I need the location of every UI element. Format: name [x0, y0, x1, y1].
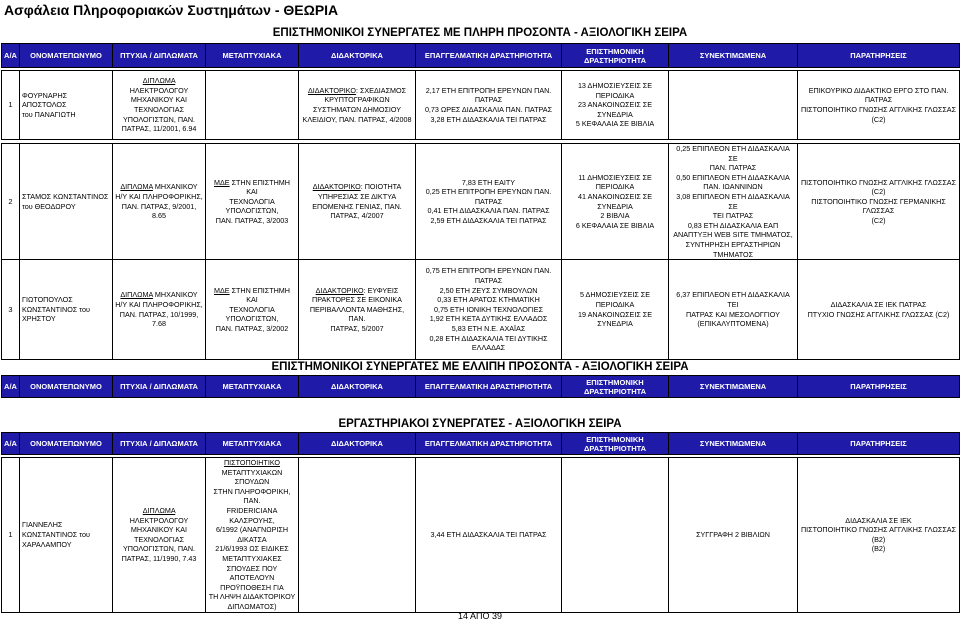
degree-head: ΔΙΠΛΩΜΑ [120, 182, 153, 192]
prof-line: 2,59 ΕΤΗ ΔΙΔΑΣΚΑΛΙΑ ΤΕΙ ΠΑΤΡΑΣ [430, 215, 547, 225]
extra-line: ΣΥΝΤΗΡΗΣΗ ΕΡΓΑΣΤΗΡΙΩΝ [685, 239, 781, 249]
notes-line: (C2) [871, 215, 886, 225]
masters-head: ΜΔΕ [214, 177, 230, 187]
section-1-title: ΕΠΙΣΤΗΜΟΝΙΚΟΙ ΣΥΝΕΡΓΑΤΕΣ ΜΕ ΠΛΗΡΗ ΠΡΟΣΟΝΤΑ - ΑΞΙΟΛΟΓΙΚΗ ΣΕΙΡΑ [272, 27, 688, 39]
prof-line: 5,83 ΕΤΗ Ν.Ε. ΑΧΑΪΑΣ [451, 324, 526, 334]
name-line: ΚΩΝΣΤΑΝΤΙΝΟΣ του [22, 304, 90, 314]
header-notes: ΠΑΡΑΤΗΡΗΣΕΙΣ [798, 433, 960, 455]
extra-line: (ΕΠΙΚΑΛΥΠΤΟΜΕΝΑ) [697, 319, 769, 329]
prof-line: ΠΑΤΡΑΣ [474, 95, 503, 105]
masters-line: 21/6/1993 ΩΣ ΕΙΔΙΚΕΣ [215, 544, 289, 554]
sci-line: ΠΕΡΙΟΔΙΚΑ [595, 300, 635, 310]
section-3-title: ΕΡΓΑΣΤΗΡΙΑΚΟΙ ΣΥΝΕΡΓΑΤΕΣ - ΑΞΙΟΛΟΓΙΚΗ ΣΕΙΡΑ [338, 418, 622, 430]
degree-cell [113, 144, 206, 260]
prof-line: 3,28 ΕΤΗ ΔΙΔΑΣΚΑΛΙΑ ΤΕΙ ΠΑΤΡΑΣ [430, 114, 547, 124]
header-professional: ΕΠΑΓΓΕΛΜΑΤΙΚΗ ΔΡΑΣΤΗΡΙΟΤΗΤΑ [416, 376, 562, 398]
degree-line: Η/Υ ΚΑΙ ΠΛΗΡΟΦΟΡΙΚΗΣ, [115, 191, 203, 201]
phd-line: ΠΕΡΙΒΑΛΛΟΝΤΑ ΜΑΘΗΣΗΣ, ΠΑΝ. [309, 304, 405, 324]
candidate-name [20, 260, 113, 360]
header-extra: ΣΥΝΕΚΤΙΜΩΜΕΝΑ [669, 376, 798, 398]
sci-line: 41 ΑΝΑΚΟΙΝΩΣΕΙΣ ΣΕ [577, 191, 652, 201]
prof-line: 0,75 ΕΤΗ ΕΠΙΤΡΟΠΗ ΕΡΕΥΝΩΝ ΠΑΝ. [425, 266, 552, 276]
scientific-cell [562, 458, 669, 613]
name-line: ΧΑΡΑΛΑΜΠΟΥ [22, 539, 72, 549]
degree-line: ΠΑΝ. ΠΑΤΡΑΣ, 10/1999, [119, 309, 199, 319]
name-line: ΧΡΗΣΤΟΥ [22, 314, 56, 324]
notes-line: ΔΙΔΑΣΚΑΛΙΑ ΣΕ ΙΕΚ ΠΑΤΡΑΣ [830, 300, 927, 310]
row-number: 3 [2, 260, 20, 360]
degree-cell [113, 260, 206, 360]
extra-line: ΠΑΝ. ΠΑΤΡΑΣ [709, 163, 757, 173]
extra-cell [669, 144, 798, 260]
header-scientific: ΕΠΙΣΤΗΜΟΝΙΚΗ ΔΡΑΣΤΗΡΙΟΤΗΤΑ [562, 44, 669, 68]
notes-cell [798, 458, 960, 613]
degree-cell [113, 71, 206, 140]
phd-line: ΕΠΟΜΕΝΗΣ ΓΕΝΙΑΣ, ΠΑΝ. [312, 201, 402, 211]
extra-line: ΠΑΝ. ΙΩΑΝΝΙΝΩΝ [703, 182, 763, 192]
degree-line: ΥΠΟΛΟΓΙΣΤΩΝ, ΠΑΝ. [122, 114, 196, 124]
masters-line: ΤΗ ΛΗΨΗ ΔΙΔΑΚΤΟΡΙΚΟΥ [208, 592, 296, 602]
degree-line: ΔΙΠΛΩΜΑ ΗΛΕΚΤΡΟΛΟΓΟΥ [129, 76, 189, 95]
masters-line: FRIDERICIANA ΚΑΛΣΡΟΥΗΣ, [226, 505, 278, 525]
phd-cell [299, 71, 416, 140]
masters-head: ΠΙΣΤΟΠΟΙΗΤΙΚΟ [223, 458, 280, 467]
header-degrees: ΠΤΥΧΙΑ / ΔΙΠΛΩΜΑΤΑ [113, 376, 206, 398]
header-scientific: ΕΠΙΣΤΗΜΟΝΙΚΗ ΔΡΑΣΤΗΡΙΟΤΗΤΑ [562, 376, 669, 398]
degree-line: ΜΗΧΑΝΙΚΟΥ ΚΑΙ [130, 525, 188, 535]
header-phd: ΔΙΔΑΚΤΟΡΙΚΑ [299, 433, 416, 455]
extra-line: ΣΥΓΓΡΑΦΗ 2 ΒΙΒΛΙΩΝ [696, 529, 770, 539]
header-professional: ΕΠΑΓΓΕΛΜΑΤΙΚΗ ΔΡΑΣΤΗΡΙΟΤΗΤΑ [416, 433, 562, 455]
section-3-table [1, 432, 960, 613]
sci-line: ΣΥΝΕΔΡΙΑ [597, 201, 633, 211]
extra-line: 3,08 ΕΠΙΠΛΕΟΝ ΕΤΗ ΔΙΔΑΣΚΑΛΙΑ ΣΕ [676, 191, 790, 211]
sci-line: 5 ΚΕΦΑΛΑΙΑ ΣΕ ΒΙΒΛΙΑ [575, 119, 655, 129]
extra-line: 0,83 ΕΤΗ ΔΙΔΑΣΚΑΛΙΑ ΕΑΠ [687, 220, 779, 230]
phd-cell [299, 458, 416, 613]
name-line: ΦΟΥΡΝΑΡΗΣ ΑΠΟΣΤΟΛΟΣ [22, 90, 68, 110]
table-header-row [2, 44, 960, 68]
notes-cell [798, 71, 960, 140]
prof-line: 2,17 ΕΤΗ ΕΠΙΤΡΟΠΗ ΕΡΕΥΝΩΝ ΠΑΝ. [425, 85, 552, 95]
sci-line: 11 ΔΗΜΟΣΙΕΥΣΕΙΣ ΣΕ [578, 172, 652, 182]
extra-line: 6,37 ΕΠΙΠΛΕΟΝ ΕΤΗ ΔΙΔΑΣΚΑΛΙΑ ΤΕΙ [676, 290, 790, 310]
table-row [2, 71, 960, 140]
prof-line: 7,83 ΕΤΗ ΕΑΙΤΥ [461, 177, 516, 187]
extra-line: ΑΝΑΠΤΥΞΗ WEB SITE ΤΜΗΜΑΤΟΣ, [673, 230, 793, 240]
professional-cell [416, 260, 562, 360]
prof-line: 0,25 ΕΤΗ ΕΠΙΤΡΟΠΗ ΕΡΕΥΝΩΝ ΠΑΝ. [425, 187, 552, 197]
notes-cell [798, 260, 960, 360]
masters-cell [206, 260, 299, 360]
extra-line: ΤΜΗΜΑΤΟΣ [712, 249, 754, 259]
header-extra: ΣΥΝΕΚΤΙΜΩΜΕΝΑ [669, 44, 798, 68]
table-header-row [2, 433, 960, 455]
header-masters: ΜΕΤΑΠΤΥΧΙΑΚΑ [206, 376, 299, 398]
phd-cell [299, 144, 416, 260]
masters-cell [206, 71, 299, 140]
prof-line: 0,33 ΕΤΗ ΑΡΑΤΟΣ ΚΤΗΜΑΤΙΚΗ [437, 295, 540, 305]
prof-line: ΠΑΤΡΑΣ [474, 196, 503, 206]
header-notes: ΠΑΡΑΤΗΡΗΣΕΙΣ [798, 44, 960, 68]
notes-line: ΠΙΣΤΟΠΟΙΗΤΙΚΟ ΓΝΩΣΗΣ ΑΓΓΛΙΚΗΣ ΓΛΩΣΣΑΣ (B2) [800, 525, 957, 544]
degree-line: ΔΙΠΛΩΜΑ ΜΗΧΑΝΙΚΟΥ [120, 182, 198, 192]
section-2-table [1, 375, 960, 398]
name-line: ΣΤΑΜΟΣ ΚΩΝΣΤΑΝΤΙΝΟΣ [22, 191, 109, 201]
header-notes: ΠΑΡΑΤΗΡΗΣΕΙΣ [798, 376, 960, 398]
table-header-row [2, 376, 960, 398]
header-aa: Α/Α [2, 44, 20, 68]
degree-line: ΠΑΤΡΑΣ, 11/1990, 7.43 [121, 553, 197, 563]
extra-line: ΠΑΤΡΑΣ ΚΑΙ ΜΕΣΟΛΟΓΓΙΟΥ [686, 309, 780, 319]
masters-cell [206, 144, 299, 260]
scientific-cell [562, 144, 669, 260]
phd-line: ΣΥΣΤΗΜΑΤΩΝ ΔΗΜΟΣΙΟΥ [312, 105, 402, 114]
prof-line: 2,50 ΕΤΗ ΖΕΥΣ ΣΥΜΒΟΥΛΩΝ [439, 285, 538, 295]
notes-line: (B2) [871, 544, 886, 554]
masters-line: ΜΕΤΑΠΤΥΧΙΑΚΩΝ ΣΠΟΥΔΩΝ [221, 467, 283, 487]
header-name: ΟΝΟΜΑΤΕΠΩΝΥΜΟ [20, 44, 113, 68]
extra-cell [669, 458, 798, 613]
notes-line: ΠΙΣΤΟΠΟΙΗΤΙΚΟ ΓΝΩΣΗΣ ΑΓΓΛΙΚΗΣ ΓΛΩΣΣΑΣ (C2) [800, 177, 957, 197]
notes-line: ΠΤΥΧΙΟ ΓΝΩΣΗΣ ΑΓΓΛΙΚΗΣ ΓΛΩΣΣΑΣ (C2) [807, 309, 950, 319]
sci-line: ΠΕΡΙΟΔΙΚΑ [595, 182, 635, 192]
prof-line: 1,92 ΕΤΗ ΚΕΤΑ ΔΥΤΙΚΗΣ ΕΛΛΑΔΟΣ [429, 314, 548, 324]
prof-line: 0,28 ΕΤΗ ΔΙΔΑΣΚΑΛΙΑ ΤΕΙ ΔΥΤΙΚΗΣ [429, 333, 548, 343]
masters-line: ΔΙΠΛΩΜΑΤΟΣ) [227, 601, 277, 611]
sci-line: 2 ΒΙΒΛΙΑ [600, 211, 630, 221]
section-2-title: ΕΠΙΣΤΗΜΟΝΙΚΟΙ ΣΥΝΕΡΓΑΤΕΣ ΜΕ ΕΛΛΙΠΗ ΠΡΟΣΟΝΤΑ - ΑΞΙΟΛΟΓΙΚΗ ΣΕΙΡΑ [271, 361, 689, 373]
degree-line: ΔΙΠΛΩΜΑ ΗΛΕΚΤΡΟΛΟΓΟΥ [129, 505, 189, 525]
header-scientific: ΕΠΙΣΤΗΜΟΝΙΚΗ ΔΡΑΣΤΗΡΙΟΤΗΤΑ [562, 433, 669, 455]
candidate-name [20, 458, 113, 613]
phd-line: ΠΡΑΚΤΟΡΕΣ ΣΕ ΕΙΚΟΝΙΚΑ [312, 295, 402, 305]
header-degrees: ΠΤΥΧΙΑ / ΔΙΠΛΩΜΑΤΑ [113, 433, 206, 455]
header-phd: ΔΙΔΑΚΤΟΡΙΚΑ [299, 44, 416, 68]
page-number: 14 ΑΠΟ 39 [457, 611, 503, 621]
table-row [2, 260, 960, 360]
table-row [2, 458, 960, 613]
masters-line: ΤΕΧΝΟΛΟΓΙΑ ΥΠΟΛΟΓΙΣΤΩΝ, [225, 196, 279, 216]
table-row [2, 144, 960, 260]
phd-head: ΔΙΔΑΚΤΟΡΙΚΟ [307, 85, 356, 95]
notes-line: ΔΙΔΑΣΚΑΛΙΑ ΣΕ ΙΕΚ [845, 515, 912, 525]
masters-cell [206, 458, 299, 613]
extra-line: 0,25 ΕΠΙΠΛΕΟΝ ΕΤΗ ΔΙΔΑΣΚΑΛΙΑ ΣΕ [676, 144, 790, 163]
phd-line: ΠΑΤΡΑΣ, 4/2007 [330, 211, 384, 221]
masters-line: ΤΕΧΝΟΛΟΓΙΑ ΥΠΟΛΟΓΙΣΤΩΝ, [225, 304, 279, 324]
prof-line: 0,41 ΕΤΗ ΔΙΔΑΣΚΑΛΙΑ ΠΑΝ. ΠΑΤΡΑΣ [427, 206, 550, 216]
degree-line: Η/Υ ΚΑΙ ΠΛΗΡΟΦΟΡΙΚΗΣ, [115, 300, 203, 310]
row-number: 1 [2, 458, 20, 613]
degree-head: ΔΙΠΛΩΜΑ [120, 290, 153, 300]
sci-line: 13 ΔΗΜΟΣΙΕΥΣΕΙΣ ΣΕ [577, 81, 653, 91]
prof-line: ΠΑΤΡΑΣ [474, 276, 503, 286]
professional-cell [416, 458, 562, 613]
prof-line: 0,73 ΩΡΕΣ ΔΙΔΑΣΚΑΛΙΑ ΠΑΝ. ΠΑΤΡΑΣ [424, 105, 553, 114]
notes-line: ΠΙΣΤΟΠΟΙΗΤΙΚΟ ΓΝΩΣΗΣ ΓΕΡΜΑΝΙΚΗΣ ΓΛΩΣΣΑΣ [811, 196, 946, 216]
masters-line: ΜΔΕ ΣΤΗΝ ΕΠΙΣΤΗΜΗ ΚΑΙ [214, 285, 290, 305]
sci-line: ΣΥΝΕΔΡΙΑ [597, 319, 633, 329]
sci-line: ΠΕΡΙΟΔΙΚΑ [595, 90, 635, 100]
masters-head: ΜΔΕ [214, 285, 230, 295]
scientific-cell [562, 71, 669, 140]
phd-line: ΥΠΗΡΕΣΙΑΣ ΣΕ ΔΙΚΤΥΑ [317, 191, 397, 201]
professional-cell [416, 144, 562, 260]
sci-line: 5 ΔΗΜΟΣΙΕΥΣΕΙΣ ΣΕ [579, 290, 651, 300]
phd-line: ΚΛΕΙΔΙΟΥ, ΠΑΝ. ΠΑΤΡΑΣ, 4/2008 [302, 114, 412, 124]
masters-line: ΠΑΝ. ΠΑΤΡΑΣ, 3/2003 [215, 215, 289, 225]
header-aa: Α/Α [2, 433, 20, 455]
masters-line: ΜΕΤΑΠΤΥΧΙΑΚΕΣ ΣΠΟΥΔΕΣ ΠΟΥ [222, 553, 282, 573]
masters-line: ΠΑΝ. ΠΑΤΡΑΣ, 3/2002 [215, 324, 289, 334]
degree-line: ΤΕΧΝΟΛΟΓΙΑΣ [133, 105, 185, 114]
degree-head: ΔΙΠΛΩΜΑ [142, 76, 176, 86]
sci-line: 19 ΑΝΑΚΟΙΝΩΣΕΙΣ ΣΕ [577, 309, 652, 319]
header-aa: Α/Α [2, 376, 20, 398]
professional-cell [416, 71, 562, 140]
sci-line: 23 ΑΝΑΚΟΙΝΩΣΕΙΣ ΣΕ [577, 100, 652, 110]
extra-line: ΤΕΙ ΠΑΤΡΑΣ [712, 211, 754, 221]
section-1-table [1, 43, 960, 360]
candidate-name [20, 71, 113, 140]
row-number: 1 [2, 71, 20, 140]
notes-cell [798, 144, 960, 260]
degree-head: ΔΙΠΛΩΜΑ [142, 505, 176, 515]
header-degrees: ΠΤΥΧΙΑ / ΔΙΠΛΩΜΑΤΑ [113, 44, 206, 68]
name-line: του ΘΕΟΔΩΡΟΥ [22, 201, 76, 211]
degree-line: ΠΑΝ. ΠΑΤΡΑΣ, 9/2001, [121, 201, 197, 211]
notes-line: ΠΙΣΤΟΠΟΙΗΤΙΚΟ ΓΝΩΣΗΣ ΑΓΓΛΙΚΗΣ ΓΛΩΣΣΑΣ (C2) [800, 105, 957, 124]
phd-line: ΔΙΔΑΚΤΟΡΙΚΟ: ΠΟΙΟΤΗΤΑ [312, 182, 402, 192]
degree-line: ΥΠΟΛΟΓΙΣΤΩΝ, ΠΑΝ. [122, 544, 196, 554]
phd-line: ΔΙΔΑΚΤΟΡΙΚΟ: ΕΥΦΥΕΙΣ [315, 285, 399, 295]
extra-cell [669, 260, 798, 360]
header-extra: ΣΥΝΕΚΤΙΜΩΜΕΝΑ [669, 433, 798, 455]
degree-line: ΜΗΧΑΝΙΚΟΥ ΚΑΙ [130, 95, 188, 105]
phd-head: ΔΙΔΑΚΤΟΡΙΚΟ [312, 182, 361, 192]
row-number: 2 [2, 144, 20, 260]
phd-line: ΔΙΔΑΚΤΟΡΙΚΟ: ΣΧΕΔΙΑΣΜΟΣ [307, 85, 407, 95]
degree-line: ΠΑΤΡΑΣ, 11/2001, 6.94 [121, 124, 197, 134]
masters-line: ΣΤΗΝ ΠΛΗΡΟΦΟΡΙΚΗ, ΠΑΝ. [213, 486, 291, 506]
prof-line: ΕΛΛΑΔΑΣ [471, 343, 506, 353]
header-masters: ΜΕΤΑΠΤΥΧΙΑΚΑ [206, 44, 299, 68]
scientific-cell [562, 260, 669, 360]
name-line: ΚΩΝΣΤΑΝΤΙΝΟΣ του [22, 529, 90, 539]
extra-line: 0,50 ΕΠΙΠΛΕΟΝ ΕΤΗ ΔΙΔΑΣΚΑΛΙΑ [676, 172, 790, 182]
sci-line: ΣΥΝΕΔΡΙΑ [597, 109, 633, 119]
sci-line: 6 ΚΕΦΑΛΑΙΑ ΣΕ ΒΙΒΛΙΑ [575, 220, 655, 230]
phd-cell [299, 260, 416, 360]
degree-cell [113, 458, 206, 613]
header-phd: ΔΙΔΑΚΤΟΡΙΚΑ [299, 376, 416, 398]
masters-line: ΑΠΟΤΕΛΟΥΝ ΠΡΟΫΠΟΘΕΣΗ ΓΙΑ [220, 573, 284, 592]
notes-line: ΕΠΙΚΟΥΡΙΚΟ ΔΙΔΑΚΤΙΚΟ ΕΡΓΟ ΣΤΟ ΠΑΝ. ΠΑΤΡΑΣ [808, 85, 949, 105]
phd-line: ΠΑΤΡΑΣ, 5/2007 [330, 324, 384, 334]
masters-line: 6/1992 (ΑΝΑΓΝΩΡΙΣΗ ΔΙΚΑΤΣΑ [215, 525, 289, 544]
degree-line: 7.68 [152, 319, 166, 329]
header-professional: ΕΠΑΓΓΕΛΜΑΤΙΚΗ ΔΡΑΣΤΗΡΙΟΤΗΤΑ [416, 44, 562, 68]
degree-line: 8.65 [152, 211, 166, 221]
phd-line: ΚΡΥΠΤΟΓΡΑΦΙΚΩΝ [324, 95, 390, 105]
header-name: ΟΝΟΜΑΤΕΠΩΝΥΜΟ [20, 376, 113, 398]
name-line: ΓΙΩΤΟΠΟΥΛΟΣ [22, 295, 73, 305]
name-line: ΓΙΑΝΝΕΛΗΣ [22, 520, 63, 530]
name-line: του ΠΑΝΑΓΙΩΤΗ [22, 109, 76, 119]
header-masters: ΜΕΤΑΠΤΥΧΙΑΚΑ [206, 433, 299, 455]
candidate-name [20, 144, 113, 260]
masters-line: ΜΔΕ ΣΤΗΝ ΕΠΙΣΤΗΜΗ ΚΑΙ [214, 177, 290, 197]
phd-head: ΔΙΔΑΚΤΟΡΙΚΟ [315, 285, 364, 295]
degree-line: ΤΕΧΝΟΛΟΓΙΑΣ [133, 534, 185, 544]
header-name: ΟΝΟΜΑΤΕΠΩΝΥΜΟ [20, 433, 113, 455]
extra-cell [669, 71, 798, 140]
document-title: Ασφάλεια Πληροφοριακών Συστημάτων - ΘΕΩΡΙΑ [4, 2, 339, 18]
prof-line: 3,44 ΕΤΗ ΔΙΔΑΣΚΑΛΙΑ ΤΕΙ ΠΑΤΡΑΣ [430, 529, 547, 539]
prof-line: 0,75 ΕΤΗ ΙΟΝΙΚΗ ΤΕΧΝΟΛΟΓΙΕΣ [433, 304, 544, 314]
degree-line: ΔΙΠΛΩΜΑ ΜΗΧΑΝΙΚΟΥ [120, 290, 198, 300]
